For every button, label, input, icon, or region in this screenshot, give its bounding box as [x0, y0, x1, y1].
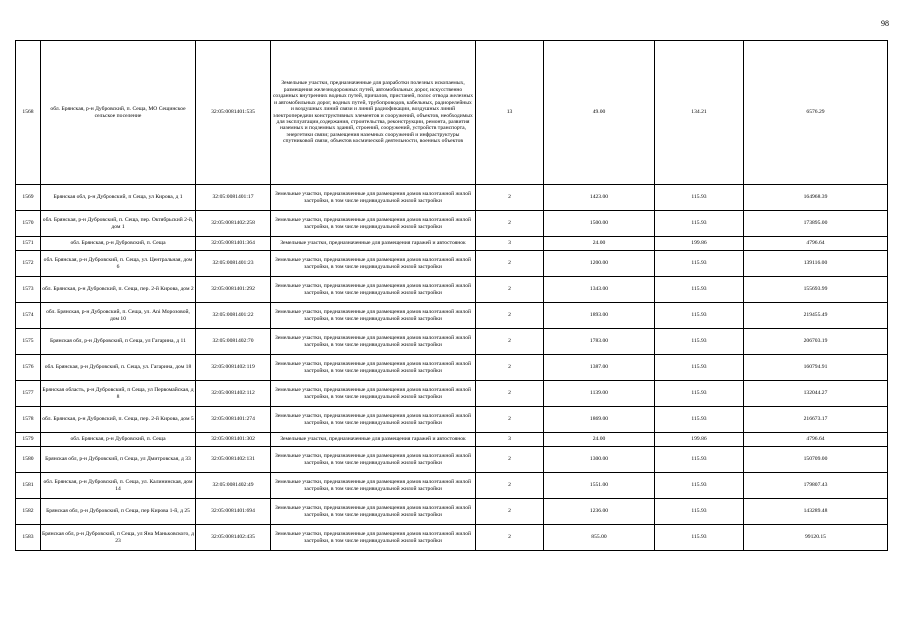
area-cell: 1139.00	[544, 381, 655, 407]
permitted-use-cell: Земельные участки, предназначенные для размещения домов малоэтажной жилой застройки, в том числе индивидуальной жилой застройки	[271, 473, 476, 499]
permitted-use-cell: Земельные участки, предназначенные для размещения домов малоэтажной жилой застройки, в том числе индивидуальной жилой застройки	[271, 407, 476, 433]
cadastral-number-cell: 32:05:0081402:119	[196, 355, 271, 381]
specific-value-cell: 115.93	[655, 447, 744, 473]
row-number-cell: 1572	[16, 251, 41, 277]
area-cell: 1551.00	[544, 473, 655, 499]
group-code-cell: 2	[476, 251, 544, 277]
table-row	[16, 447, 888, 473]
table-row	[16, 433, 888, 447]
table-row	[16, 329, 888, 355]
group-code-cell: 2	[476, 407, 544, 433]
address-cell: обл. Брянская, р-н Дубровский, п. Сеща, ул. Гагарина, дом 18	[41, 355, 196, 381]
cadastral-value-cell: 216673.17	[744, 407, 888, 433]
address-cell: обл. Брянская, р-н Дубровский, п. Сеща, ул. Калининская, дом 14	[41, 473, 196, 499]
cadastral-value-cell: 164968.39	[744, 185, 888, 211]
specific-value-cell: 115.93	[655, 525, 744, 551]
cadastral-number-cell: 32:05:0081401:302	[196, 433, 271, 447]
cadastral-number-cell: 32:05:0081401:292	[196, 277, 271, 303]
group-code-cell: 2	[476, 303, 544, 329]
address-cell: обл. Брянская, р-н Дубровский, п. Сеща, ул. Центральная, дом 6	[41, 251, 196, 277]
permitted-use-cell: Земельные участки, предназначенные для размещения домов малоэтажной жилой застройки, в том числе индивидуальной жилой застройки	[271, 499, 476, 525]
specific-value-cell: 115.93	[655, 473, 744, 499]
permitted-use-cell: Земельные участки, предназначенные для размещения гаражей и автостоянок	[271, 237, 476, 251]
address-cell: обл. Брянская, р-н Дубровский, п. Сеща, МО Сещинское сельское поселение	[41, 41, 196, 185]
table-row	[16, 237, 888, 251]
cadastral-number-cell: 32:05:0081402:258	[196, 211, 271, 237]
cadastral-number-cell: 32:05:0081401:694	[196, 499, 271, 525]
area-cell: 1869.00	[544, 407, 655, 433]
cadastral-number-cell: 32:05:0081402:70	[196, 329, 271, 355]
permitted-use-cell: Земельные участки, предназначенные для размещения домов малоэтажной жилой застройки, в том числе индивидуальной жилой застройки	[271, 303, 476, 329]
cadastral-number-cell: 32:05:0081402:435	[196, 525, 271, 551]
address-cell: обл. Брянская, р-н Дубровский, п. Сеща, пер. Октябрьский 2-й, дом 1	[41, 211, 196, 237]
group-code-cell: 2	[476, 211, 544, 237]
cadastral-value-cell: 206703.19	[744, 329, 888, 355]
land-plot-registry-table	[15, 40, 888, 551]
row-number-cell: 1571	[16, 237, 41, 251]
row-number-cell: 1576	[16, 355, 41, 381]
address-cell: Брянская обл, р-н Дубровский, п Сеща, ул Янa Манькoвского, д 23	[41, 525, 196, 551]
address-cell: обл. Брянская, р-н Дубровский, п. Сеща, пер. 2-й Кирова, дом 2	[41, 277, 196, 303]
specific-value-cell: 115.93	[655, 407, 744, 433]
specific-value-cell: 199.86	[655, 237, 744, 251]
specific-value-cell: 115.93	[655, 251, 744, 277]
cadastral-value-cell: 179807.43	[744, 473, 888, 499]
row-number-cell: 1569	[16, 185, 41, 211]
address-cell: обл. Брянская, р-н Дубровский, п. Сеща	[41, 237, 196, 251]
address-cell: Брянская обл, р-н Дубровский, п Сеща, ул Дмитровская, д 33	[41, 447, 196, 473]
permitted-use-cell: Земельные участки, предназначенные для размещения домов малоэтажной жилой застройки, в том числе индивидуальной жилой застройки	[271, 277, 476, 303]
group-code-cell: 2	[476, 525, 544, 551]
row-number-cell: 1577	[16, 381, 41, 407]
group-code-cell: 2	[476, 447, 544, 473]
cadastral-value-cell: 155693.99	[744, 277, 888, 303]
group-code-cell: 2	[476, 185, 544, 211]
area-cell: 24.00	[544, 433, 655, 447]
area-cell: 1300.00	[544, 447, 655, 473]
cadastral-number-cell: 32:05:0081402:131	[196, 447, 271, 473]
specific-value-cell: 115.93	[655, 211, 744, 237]
cadastral-value-cell: 4796.64	[744, 433, 888, 447]
address-cell: Брянская обл, р-н Дубровский, п Сеща, ул Кирова, д 1	[41, 185, 196, 211]
specific-value-cell: 134.21	[655, 41, 744, 185]
group-code-cell: 3	[476, 433, 544, 447]
permitted-use-cell: Земельные участки, предназначенные для размещения домов малоэтажной жилой застройки, в том числе индивидуальной жилой застройки	[271, 381, 476, 407]
area-cell: 855.00	[544, 525, 655, 551]
table-row	[16, 499, 888, 525]
area-cell: 24.00	[544, 237, 655, 251]
table-row	[16, 355, 888, 381]
specific-value-cell: 115.93	[655, 277, 744, 303]
area-cell: 1387.00	[544, 355, 655, 381]
cadastral-number-cell: 32:05:0081401:364	[196, 237, 271, 251]
row-number-cell: 1575	[16, 329, 41, 355]
table-row	[16, 211, 888, 237]
specific-value-cell: 115.93	[655, 303, 744, 329]
cadastral-value-cell: 173895.00	[744, 211, 888, 237]
table-row	[16, 525, 888, 551]
address-cell: обл. Брянская, р-н Дубровский, п. Сеща, пер. 2-й Кирова, дом 5	[41, 407, 196, 433]
group-code-cell: 3	[476, 237, 544, 251]
cadastral-value-cell: 6576.29	[744, 41, 888, 185]
address-cell: Брянская обл, р-н Дубровский, п Сеща, ул Гагарина, д 11	[41, 329, 196, 355]
table-row	[16, 407, 888, 433]
row-number-cell: 1568	[16, 41, 41, 185]
row-number-cell: 1573	[16, 277, 41, 303]
group-code-cell: 13	[476, 41, 544, 185]
area-cell: 1343.00	[544, 277, 655, 303]
table-row	[16, 303, 888, 329]
cadastral-number-cell: 32:05:0081401:23	[196, 251, 271, 277]
permitted-use-cell: Земельные участки, предназначенные для размещения домов малоэтажной жилой застройки, в том числе индивидуальной жилой застройки	[271, 355, 476, 381]
area-cell: 1783.00	[544, 329, 655, 355]
group-code-cell: 2	[476, 355, 544, 381]
cadastral-value-cell: 143289.48	[744, 499, 888, 525]
cadastral-number-cell: 32:05:0081402:112	[196, 381, 271, 407]
row-number-cell: 1581	[16, 473, 41, 499]
permitted-use-cell: Земельные участки, предназначенные для размещения домов малоэтажной жилой застройки, в том числе индивидуальной жилой застройки	[271, 525, 476, 551]
table-row	[16, 277, 888, 303]
specific-value-cell: 115.93	[655, 355, 744, 381]
table-row	[16, 381, 888, 407]
table-body	[16, 41, 888, 551]
permitted-use-cell: Земельные участки, предназначенные для размещения домов малоэтажной жилой застройки, в том числе индивидуальной жилой застройки	[271, 211, 476, 237]
specific-value-cell: 115.93	[655, 329, 744, 355]
cadastral-number-cell: 32:05:0081401:535	[196, 41, 271, 185]
group-code-cell: 2	[476, 329, 544, 355]
address-cell: Брянская область, р-н Дубровский, п Сеща, ул Первомайская, д 8	[41, 381, 196, 407]
address-cell: Брянская обл, р-н Дубровский, п Сеща, пер Кирова 1-й, д 25	[41, 499, 196, 525]
permitted-use-cell: Земельные участки, предназначенные для размещения домов малоэтажной жилой застройки, в том числе индивидуальной жилой застройки	[271, 251, 476, 277]
page-number: 98	[881, 19, 889, 28]
specific-value-cell: 115.93	[655, 499, 744, 525]
row-number-cell: 1574	[16, 303, 41, 329]
address-cell: обл. Брянская, р-н Дубровский, п. Сеща, ул. Ani Морозовой, дом 10	[41, 303, 196, 329]
cadastral-value-cell: 4796.64	[744, 237, 888, 251]
cadastral-number-cell: 32:05:0081401:274	[196, 407, 271, 433]
area-cell: 1236.00	[544, 499, 655, 525]
area-cell: 1200.00	[544, 251, 655, 277]
area-cell: 1893.00	[544, 303, 655, 329]
row-number-cell: 1579	[16, 433, 41, 447]
row-number-cell: 1570	[16, 211, 41, 237]
group-code-cell: 2	[476, 277, 544, 303]
row-number-cell: 1582	[16, 499, 41, 525]
permitted-use-cell: Земельные участки, предназначенные для разработки полезных ископаемых, размещения железнодорожных путей, автомобильных дорог, искусственно созданных внутренних водных путей, причалов, пристаней, полос отвода железных и автомобильных дорог, водных путей, трубопроводов, кабельных, радиорелейных и воздушных линий связи и линий радиофикации, воздушных линий электропередачи конструктивных элементов и сооружений, объектов, необходимых для эксплуатации,содержания, строительства, реконструкции, ремонта, развития наземных и подземных зданий, строений, сооружений, устройств транспорта, энергетики связи; размещения наземных сооружений и инфраструктуры спутниковой связи, объектов космической деятельности, военных объектов	[271, 41, 476, 185]
specific-value-cell: 199.86	[655, 433, 744, 447]
cadastral-value-cell: 160794.91	[744, 355, 888, 381]
permitted-use-cell: Земельные участки, предназначенные для размещения гаражей и автостоянок	[271, 433, 476, 447]
row-number-cell: 1578	[16, 407, 41, 433]
table-row	[16, 251, 888, 277]
area-cell: 49.00	[544, 41, 655, 185]
cadastral-value-cell: 132044.27	[744, 381, 888, 407]
area-cell: 1500.00	[544, 211, 655, 237]
cadastral-value-cell: 99120.15	[744, 525, 888, 551]
cadastral-number-cell: 32:05:0081402:49	[196, 473, 271, 499]
table-row	[16, 185, 888, 211]
permitted-use-cell: Земельные участки, предназначенные для размещения домов малоэтажной жилой застройки, в том числе индивидуальной жилой застройки	[271, 329, 476, 355]
group-code-cell: 2	[476, 499, 544, 525]
row-number-cell: 1580	[16, 447, 41, 473]
permitted-use-cell: Земельные участки, предназначенные для размещения домов малоэтажной жилой застройки, в том числе индивидуальной жилой застройки	[271, 447, 476, 473]
cadastral-value-cell: 139116.00	[744, 251, 888, 277]
cadastral-number-cell: 32:05:0081401:17	[196, 185, 271, 211]
specific-value-cell: 115.93	[655, 381, 744, 407]
table-row	[16, 41, 888, 185]
group-code-cell: 2	[476, 473, 544, 499]
permitted-use-cell: Земельные участки, предназначенные для размещения домов малоэтажной жилой застройки, в том числе индивидуальной жилой застройки	[271, 185, 476, 211]
row-number-cell: 1583	[16, 525, 41, 551]
cadastral-number-cell: 32:05:0081401:22	[196, 303, 271, 329]
cadastral-value-cell: 150709.00	[744, 447, 888, 473]
address-cell: обл. Брянская, р-н Дубровский, п. Сеща	[41, 433, 196, 447]
specific-value-cell: 115.93	[655, 185, 744, 211]
table-row	[16, 473, 888, 499]
cadastral-value-cell: 219455.49	[744, 303, 888, 329]
group-code-cell: 2	[476, 381, 544, 407]
area-cell: 1423.00	[544, 185, 655, 211]
